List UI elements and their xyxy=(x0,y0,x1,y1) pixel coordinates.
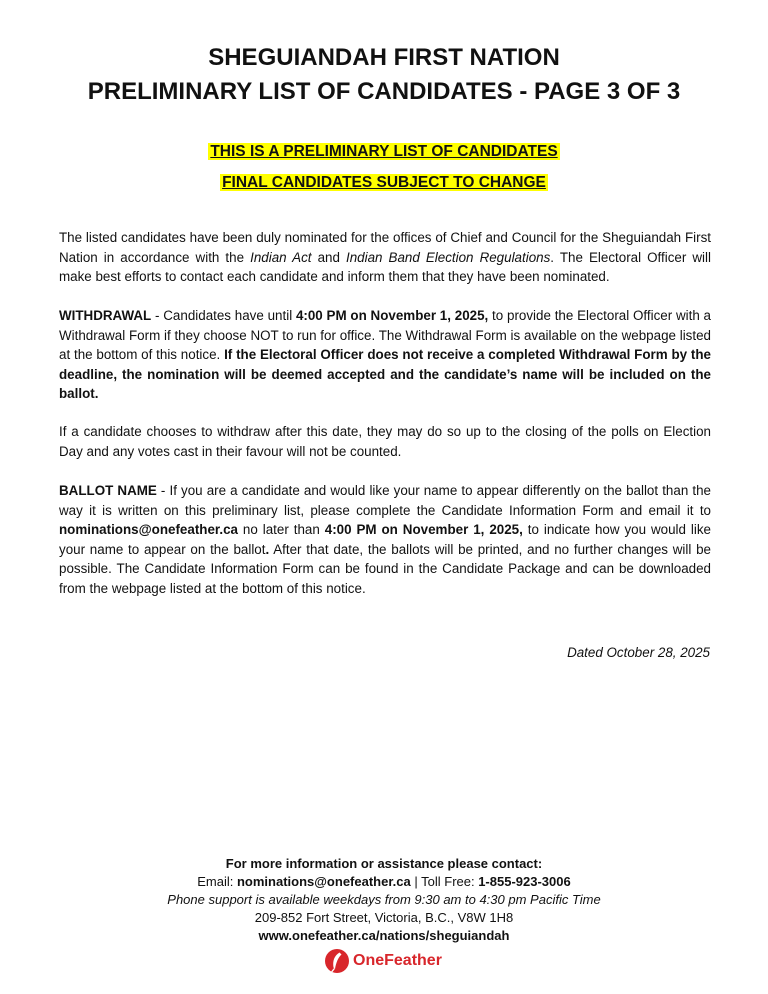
indian-act-text: Indian Act xyxy=(250,249,312,265)
change-notice-banner xyxy=(0,173,768,193)
phone-separator: | Toll Free: xyxy=(410,874,479,889)
withdrawal-text-1: - Candidates have until xyxy=(151,308,296,323)
after-date-paragraph: If a candidate chooses to withdraw after this date, they may do so up to the closing of the polls on Election Day and any votes cast in their favour will not be counted. xyxy=(59,424,711,459)
withdrawal-text-2: to provide the Electoral Officer with a Withdrawal Form if they choose NOT to run for office. The Withdrawal Form is available on the webpage listed at the bottom of this notice. xyxy=(59,308,711,362)
withdrawal-label: WITHDRAWAL xyxy=(59,308,152,323)
withdrawal-deadline: 4:00 PM on November 1, 2025, xyxy=(295,308,489,323)
ballot-name-paragraph xyxy=(59,481,711,598)
feather-icon xyxy=(324,948,350,974)
intro-text-2: . The Electoral Officer will make best efforts to contact each candidate and inform them that they have been nominated. xyxy=(59,249,711,284)
preliminary-notice-banner xyxy=(0,142,768,162)
ballot-name-text-1: - If you are a candidate and would like your name to appear differently on the ballot than the way it is written on this preliminary list, please complete the Candidate Information Form and email it to xyxy=(59,483,711,518)
ballot-name-text-2: no later than xyxy=(238,522,325,537)
ballot-name-text-3: to indicate how you would like your name to appear on the ballot xyxy=(59,522,712,557)
onefeather-logo xyxy=(324,948,442,974)
ballot-name-text-4: After that date, the ballots will be printed, and no further changes will be possible. The Candidate Information Form can be found in the Candidate Package and can be downloaded from the webpage listed at the bottom of this notice. xyxy=(59,541,711,596)
website-link[interactable]: www.onefeather.ca/nations/sheguiandah xyxy=(258,928,510,943)
intro-text-1: The listed candidates have been duly nominated for the offices of Chief and Council for the Sheguiandah First Nation in accordance with the xyxy=(59,230,711,265)
intro-paragraph xyxy=(59,228,711,287)
withdrawal-paragraph xyxy=(59,306,711,404)
toll-free-number[interactable]: 1-855-923-3006 xyxy=(478,874,571,889)
dated-line: Dated October 28, 2025 xyxy=(567,645,710,660)
contact-email-link[interactable]: nominations@onefeather.ca xyxy=(236,874,411,889)
ballot-name-email: nominations@onefeather.ca xyxy=(59,522,238,537)
title-line-2: PRELIMINARY LIST OF CANDIDATES - PAGE 3 OF 3 xyxy=(87,78,681,105)
contact-email-phone xyxy=(0,872,768,891)
ballot-name-deadline: 4:00 PM on November 1, 2025, xyxy=(324,522,523,537)
preliminary-notice-line-1: THIS IS A PRELIMINARY LIST OF CANDIDATES xyxy=(210,143,558,160)
email-label: Email: xyxy=(197,874,237,889)
preliminary-notice-line-2: FINAL CANDIDATES SUBJECT TO CHANGE xyxy=(222,174,546,191)
logo-wordmark: OneFeather xyxy=(353,952,442,969)
title-line-1: SHEGUIANDAH FIRST NATION xyxy=(208,44,560,71)
ballot-name-period: . xyxy=(265,541,270,557)
intro-and-text: and xyxy=(311,249,346,265)
regulations-text: Indian Band Election Regulations xyxy=(345,249,551,265)
phone-support-hours: Phone support is available weekdays from 9:30 am to 4:30 pm Pacific Time xyxy=(167,892,601,907)
withdrawal-warning: If the Electoral Officer does not receive a completed Withdrawal Form by the deadline, the nomination will be deemed accepted and the candidate’s name will be included on the ballot. xyxy=(59,347,712,401)
mailing-address: 209-852 Fort Street, Victoria, B.C., V8W 1H8 xyxy=(254,910,514,925)
ballot-name-label: BALLOT NAME xyxy=(59,483,157,498)
contact-heading: For more information or assistance please contact: xyxy=(225,856,543,871)
